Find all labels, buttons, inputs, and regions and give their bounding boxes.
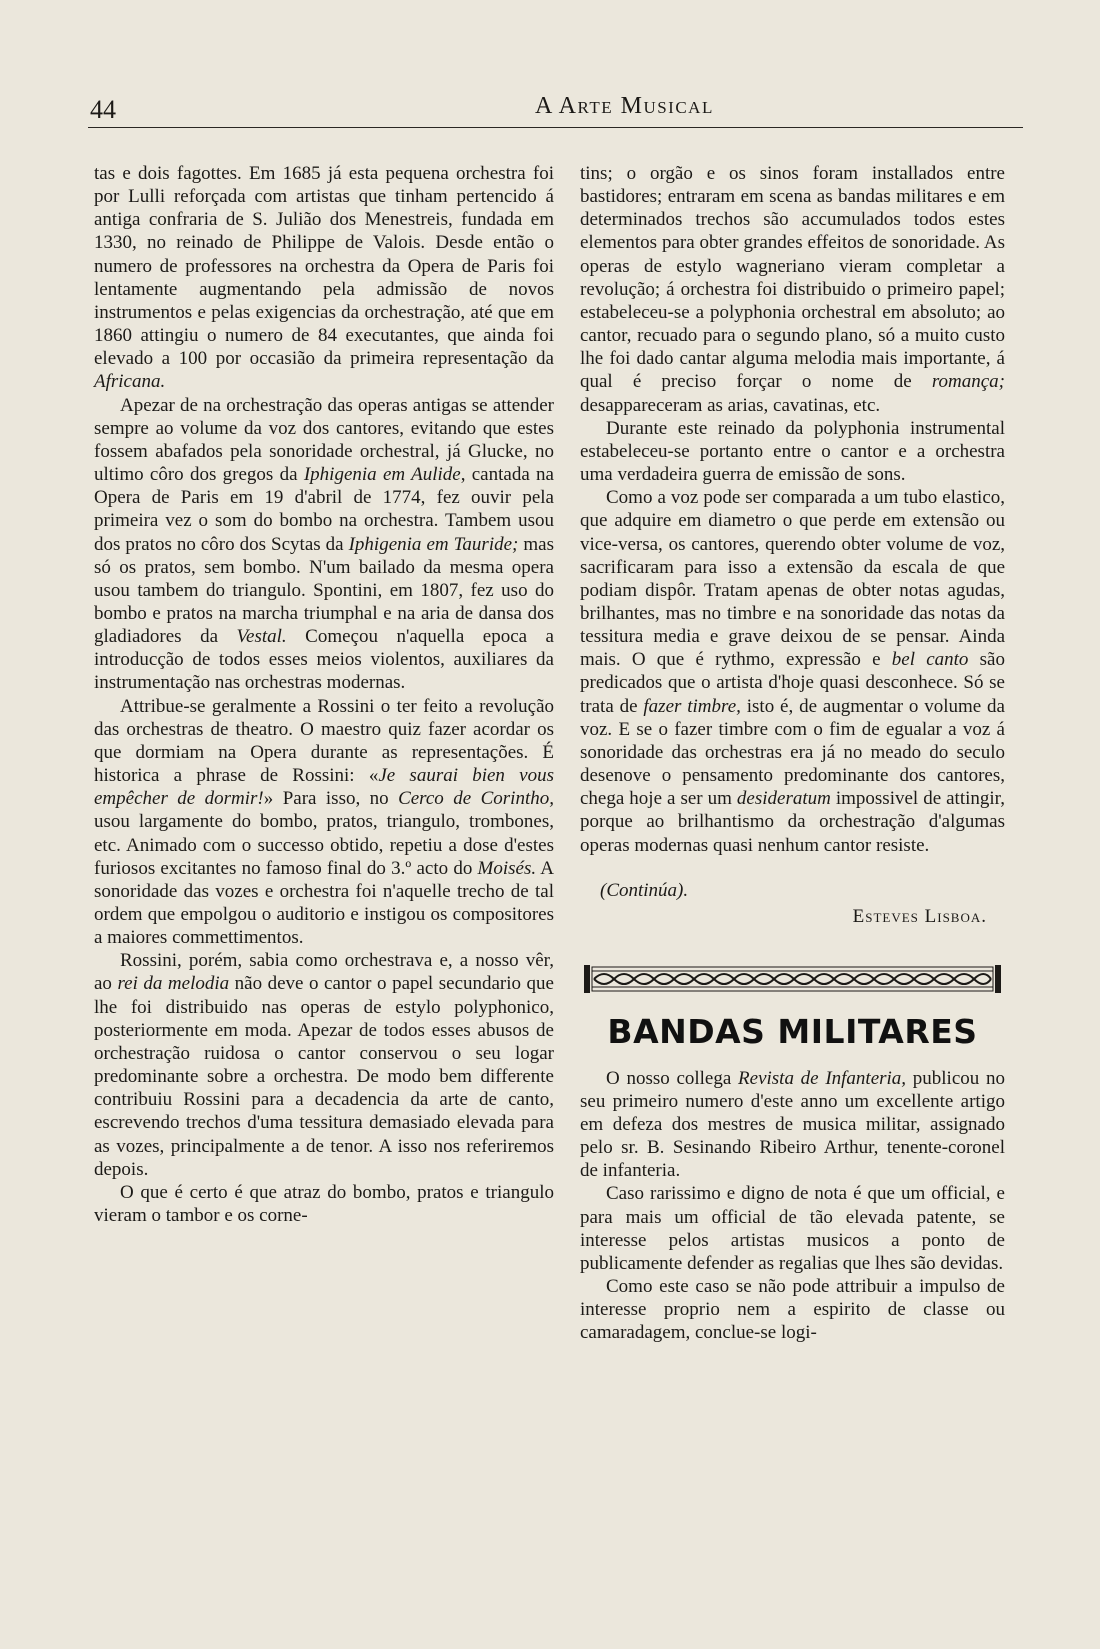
page-number: 44 — [90, 95, 116, 124]
left-column — [94, 162, 554, 1227]
ornament-graphic — [580, 961, 1005, 997]
paragraph: O que é certo é que atraz do bombo, pratos e triangulo vieram o tambor e os corne- — [94, 1181, 554, 1227]
continued-note: (Continúa). — [600, 879, 689, 901]
paragraph: tas e dois fagottes. Em 1685 já esta pequena orchestra foi por Lulli reforçada com artistas que tinham pertencido á antiga confraria de S. Julião dos Menestreis, fundada em 1330, no reinado de Philippe de Valois. Desde então o numero de professores na orchestra da Opera de Paris foi lentamente augmentando pela admissão de novos instrumentos e pelas exigencias da orchestração, até que em 1860 attingiu o numero de 84 executantes, que ainda foi elevado a 100 por occasião da primeira representação da Africana. — [94, 163, 554, 393]
paragraph: Como a voz pode ser comparada a um tubo elastico, que adquire em diametro o que perde em extensão ou vice-versa, os cantores, querendo obter volume de voz, sacrificaram para isso a extensão da escala de que podiam dispôr. Tratam apenas de obter notas agudas, brilhantes, mas no timbre e na sonoridade das notas da tessitura media e grave deixou de se pensar. Ainda mais. O que é rythmo, expressão e bel canto são predicados que o artista d'hoje quasi desconhece. Só se trata de fazer timbre, isto é, de augmentar o volume da voz. E se o fazer timbre com o fim de egualar a voz á sonoridade das orchestras era já no meado do seculo desenove o pensamento predominante dos cantores, chega hoje a ser um desideratum impossivel de attingir, porque ao brilhantismo da orchestração d'algumas operas modernas quasi nenhum cantor resiste. — [580, 487, 1005, 856]
running-header — [88, 93, 1023, 128]
paragraph: Apezar de na orchestração das operas antigas se attender sempre ao volume da voz dos cantores, evitando que estes fossem abafados pela sonoridade orchestral, já Glucke, no ultimo côro dos gregos da Iphigenia em Aulide, cantada na Opera de Paris em 19 d'abril de 1774, fez ouvir pela primeira vez o som do bombo na orchestra. Tambem usou dos pratos no côro dos Scytas da Iphigenia em Tauride; mas só os pratos, sem bombo. N'um bailado da mesma opera usou tambem do triangulo. Spontini, em 1807, fez uso do bombo e pratos na marcha triumphal e na aria de dansa dos gladiadores da Vestal. Começou n'aquella epoca a introducção de todos esses meios violentos, auxiliares da instrumentação nas orchestras modernas. — [94, 394, 554, 694]
author-signature: Esteves Lisboa. — [852, 905, 987, 927]
ornamental-divider — [580, 961, 1005, 997]
paragraph: Caso rarissimo e digno de nota é que um official, e para mais um official de tão elevada patente, se interesse pelos artistas musicos a ponto de publicamente defender as regalias que lhes são devidas. — [580, 1183, 1005, 1274]
paragraph: Attribue-se geralmente a Rossini o ter feito a revolução das orchestras de theatro. O maestro quiz fazer acordar os que dormiam na Opera durante as representações. É historica a phrase de Rossini: «Je saurai bien vous empêcher de dormir!» Para isso, no Cerco de Corintho, usou largamente do bombo, pratos, triangulo, trombones, etc. Animado com o successo obtido, repetiu a dose d'estes furiosos excitantes no famoso final do 3.º acto do Moisés. A sonoridade das vozes e orchestra foi n'aquelle trecho de tal ordem que empolgou o auditorio e instigou os compositores a maiores commettimentos. — [94, 695, 554, 949]
paragraph: Como este caso se não pode attribuir a impulso de interesse proprio nem a espirito de classe ou camaradagem, conclue-se logi- — [580, 1276, 1005, 1344]
section-heading: BANDAS MILITARES — [607, 1012, 978, 1052]
journal-title: A Arte Musical — [535, 93, 714, 119]
paragraph: Durante este reinado da polyphonia instrumental estabeleceu-se portanto entre o cantor e a orchestra uma verdadeira guerra de emissão de sons. — [580, 417, 1005, 486]
paragraph: Rossini, porém, sabia como orchestrava e, a nosso vêr, ao rei da melodia não deve o cantor o papel secundario que lhe foi distribuido nas operas de estylo polyphonico, posteriormente em moda. Apezar de todos esses abusos de orchestração ruidosa o cantor conservou o seu logar predominante sobre a orchestra. De modo bem differente contribuiu Rossini para a decadencia da arte de canto, escrevendo trechos d'uma tessitura demasiado elevada para as vozes, principalmente a de tenor. A isso nos referiremos depois. — [94, 950, 554, 1180]
paragraph: O nosso collega Revista de Infanteria, publicou no seu primeiro numero d'este anno um excellente artigo em defeza dos mestres de musica militar, assignado pelo sr. B. Sesinando Ribeiro Arthur, tenente-coronel de infanteria. — [580, 1067, 1005, 1182]
signature-block — [580, 879, 1005, 953]
right-column — [580, 162, 1005, 1345]
paragraph: tins; o orgão e os sinos foram installados entre bastidores; entraram em scena as bandas militares e em determinados trechos são accumulados todos estes elementos para obter grandes effeitos de sonoridade. As operas de estylo wagneriano vieram completar a revolução; á orchestra foi distribuido o primeiro papel; estabeleceu-se a polyphonia orchestral em absoluto; ao cantor, recuado para o segundo plano, só a muito custo lhe foi dado cantar alguma melodia mais importante, á qual é preciso forçar o nome de romança; desappareceram as arias, cavatinas, etc. — [580, 163, 1005, 416]
